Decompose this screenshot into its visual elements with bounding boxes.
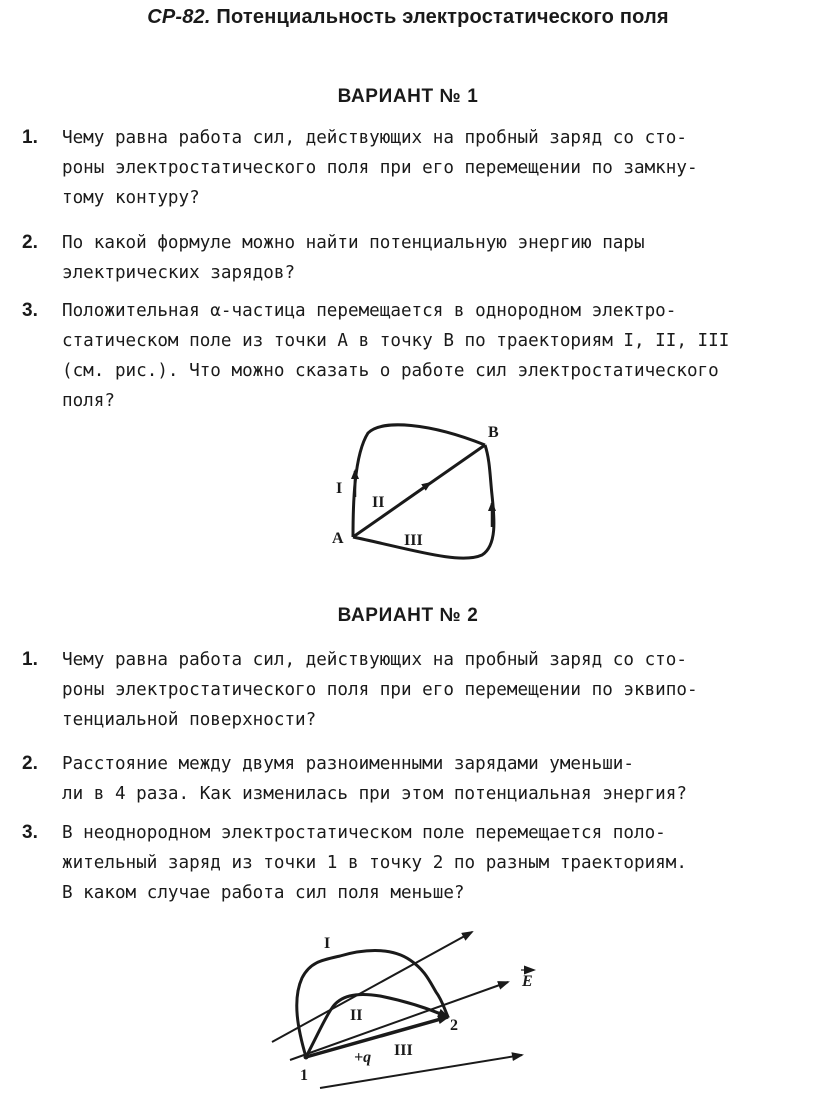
point-1 xyxy=(304,1055,309,1060)
trajectory-3-label: III xyxy=(404,532,423,549)
trajectory-1 xyxy=(353,425,485,537)
question-line: тому контуру? xyxy=(62,188,200,208)
trajectory-2-label: II xyxy=(350,1007,363,1024)
question-line: Расстояние между двумя разноименными зарядами уменьши- xyxy=(62,754,634,774)
question-line: Чему равна работа сил, действующих на пробный заряд со сто- xyxy=(62,650,687,670)
question-line: ли в 4 раза. Как изменилась при этом потенциальная энергия? xyxy=(62,784,687,804)
variant-2-title: ВАРИАНТ № 2 xyxy=(337,605,479,626)
question-line: электрических зарядов? xyxy=(62,263,296,283)
worksheet-title: Потенциальность электростатического поля xyxy=(216,6,669,28)
question-line: Положительная α-частица перемещается в однородном электро- xyxy=(62,301,677,321)
question-line: (см. рис.). Что можно сказать о работе сил электростатического xyxy=(62,361,719,381)
variant-1-question-2 xyxy=(22,228,807,288)
point-2-label: 2 xyxy=(450,1017,458,1034)
question-line: поля? xyxy=(62,391,115,411)
trajectories-figure xyxy=(320,415,520,570)
trajectory-1-label: I xyxy=(336,480,343,497)
point-a-label: A xyxy=(332,530,344,547)
charge-label: +q xyxy=(354,1049,372,1066)
question-line: статическом поле из точки А в точку В по траекториям I, II, III xyxy=(62,331,730,351)
question-line: Чему равна работа сил, действующих на пробный заряд со сто- xyxy=(62,128,687,148)
field-line-bottom xyxy=(320,1055,522,1088)
variant-1-title: ВАРИАНТ № 1 xyxy=(337,86,479,107)
field-vector-label: E xyxy=(522,973,533,990)
point-1-label: 1 xyxy=(300,1067,308,1084)
trajectory-3 xyxy=(306,1017,448,1057)
question-line: тенциальной поверхности? xyxy=(62,710,317,730)
question-line: В каком случае работа сил поля меньше? xyxy=(62,883,465,903)
question-line: роны электростатического поля при его перемещении по эквипо- xyxy=(62,680,698,700)
field-line-top xyxy=(272,932,472,1042)
question-number: 1. xyxy=(22,127,38,148)
trajectory-1 xyxy=(297,951,448,1058)
question-line: роны электростатического поля при его перемещении по замкну- xyxy=(62,158,698,178)
trajectory-3-label: III xyxy=(394,1042,413,1059)
variant-2-question-3 xyxy=(22,818,807,908)
variant-1-question-3 xyxy=(22,296,807,416)
trajectory-1-label: I xyxy=(324,935,331,952)
question-number: 2. xyxy=(22,753,38,774)
trajectory-2-arrow xyxy=(400,483,430,504)
question-number: 1. xyxy=(22,649,38,670)
page-title xyxy=(0,6,816,29)
point-b-label: B xyxy=(488,424,499,441)
question-number: 2. xyxy=(22,232,38,253)
question-number: 3. xyxy=(22,300,38,321)
question-line: В неоднородном электростатическом поле перемещается поло- xyxy=(62,823,666,843)
variant-2-question-2 xyxy=(22,749,807,809)
field-trajectories-figure xyxy=(260,920,560,1100)
variant-2-question-1 xyxy=(22,645,807,735)
trajectory-2-label: II xyxy=(372,494,385,511)
question-line: жительный заряд из точки 1 в точку 2 по разным траекториям. xyxy=(62,853,687,873)
variant-1-question-1 xyxy=(22,123,807,213)
question-number: 3. xyxy=(22,822,38,843)
question-line: По какой формуле можно найти потенциальную энергию пары xyxy=(62,233,645,253)
worksheet-code: СР-82. xyxy=(147,6,211,28)
